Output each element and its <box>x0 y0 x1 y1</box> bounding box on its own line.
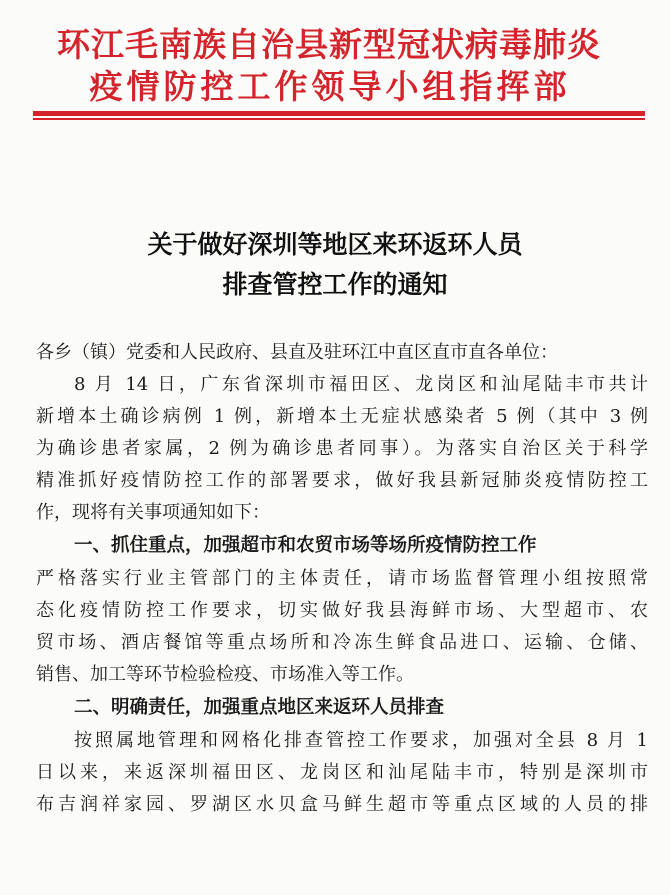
salutation: 各乡（镇）党委和人民政府、县直及驻环江中直区直市直各单位： <box>36 342 558 363</box>
letterhead-red-rule-thin <box>33 118 645 120</box>
letterhead-red-rule <box>33 111 645 116</box>
paragraph-3-line-2: 日以来，来返深圳福田区、龙岗区和汕尾陆丰市，特别是深圳市 <box>36 762 648 783</box>
paragraph-1-line-2: 新增本土确诊病例 1 例，新增本土无症状感染者 5 例（其中 3 例 <box>36 406 648 427</box>
letterhead-line-2: 疫情防控工作领导小组指挥部 <box>89 67 571 106</box>
section-heading-2: 二、明确责任，加强重点地区来返环人员排查 <box>74 697 445 718</box>
document-title <box>0 225 670 305</box>
paragraph-1-line-1: 8 月 14 日，广东省深圳市福田区、龙岗区和汕尾陆丰市共计 <box>74 374 648 395</box>
paragraph-2-line-2: 态化疫情防控工作要求，切实做好我县海鲜市场、大型超市、农 <box>36 600 648 621</box>
paragraph-3-line-3: 布吉润祥家园、罗湖区水贝盒马鲜生超市等重点区域的人员的排 <box>36 794 648 815</box>
document-title-line-1: 关于做好深圳等地区来环返环人员 <box>147 230 523 259</box>
paragraph-1-line-4: 精准抓好疫情防控工作的部署要求，做好我县新冠肺炎疫情防控工 <box>36 470 648 491</box>
paragraph-1-line-3: 为确诊患者家属，2 例为确诊患者同事）。为落实自治区关于科学 <box>36 438 648 459</box>
paragraph-3-line-1: 按照属地管理和网格化排查管控工作要求，加强对全县 8 月 1 <box>74 730 648 751</box>
document-title-line-2: 排查管控工作的通知 <box>222 270 448 299</box>
paragraph-2-line-1: 严格落实行业主管部门的主体责任，请市场监督管理小组按照常 <box>36 568 648 589</box>
letterhead-line-1: 环江毛南族自治县新型冠状病毒肺炎 <box>57 25 601 64</box>
letterhead <box>0 24 670 108</box>
paragraph-2-line-4: 销售、加工等环节检验检疫、市场准入等工作。 <box>36 664 414 685</box>
section-heading-1: 一、抓住重点，加强超市和农贸市场等场所疫情防控工作 <box>74 535 537 556</box>
paragraph-1-line-5: 作，现将有关事项通知如下： <box>36 502 270 523</box>
document-body <box>36 337 648 821</box>
paragraph-2-line-3: 贸市场、酒店餐馆等重点场所和冷冻生鲜食品进口、运输、仓储、 <box>36 632 648 653</box>
